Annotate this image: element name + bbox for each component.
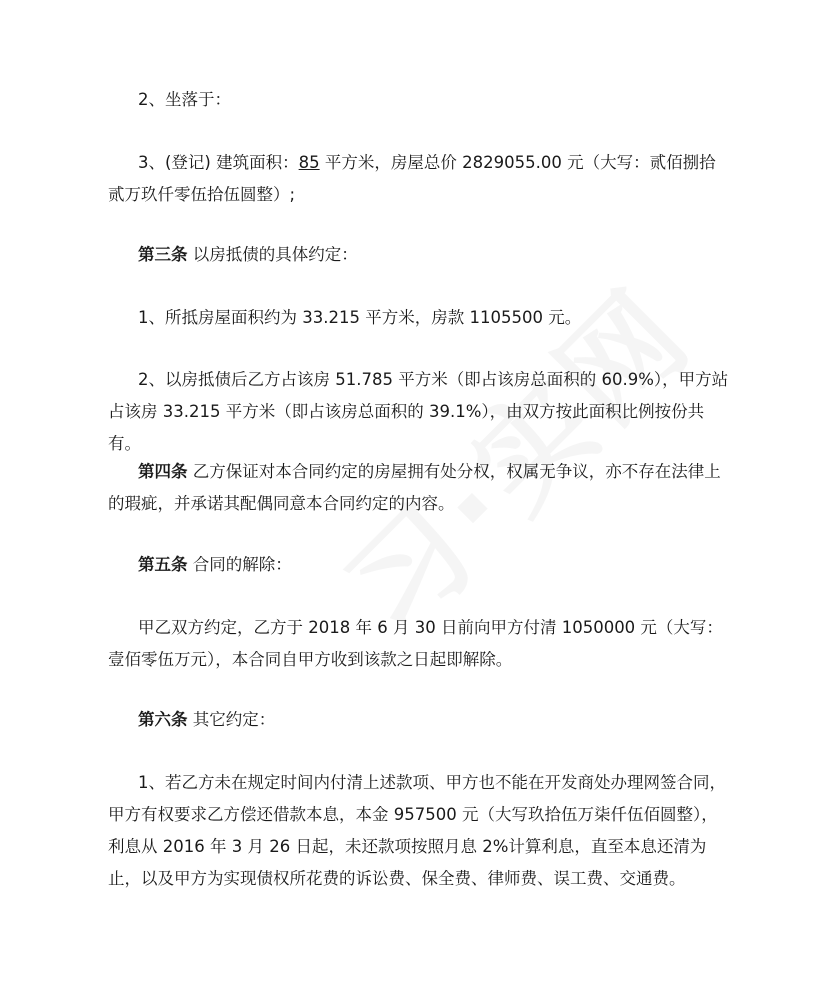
article-3-heading (108, 239, 730, 271)
clause-mortgaged-area: 1、所抵房屋面积约为 33.215 平方米，房款 1105500 元。 (138, 308, 582, 327)
clause-termination: 甲乙双方约定，乙方于 2018 年 6 月 30 日前向甲方付清 1050000 元（大写：壹佰零伍万元），本合同自甲方收到该款之日起即解除。 (108, 618, 723, 669)
article-6-title: 第六条 (138, 710, 188, 729)
area-suffix: 平方米，房屋总价 2829055.00 元（大写：贰佰捌拾贰万玖仟零伍拾伍圆整）; (108, 153, 716, 204)
area-prefix: 3、(登记) 建筑面积： (138, 153, 299, 172)
clause-location: 2、坐落于： (138, 90, 231, 109)
article-6-text: 其它约定： (192, 710, 276, 729)
clause-default-repayment: 1、若乙方未在规定时间内付清上述款项、甲方也不能在开发商处办理网签合同，甲方有权要求乙方偿还借款本息，本金 957500 元（大写玖拾伍万柒仟伍佰圆整），利息从 2016 年 3 月 26 日起，未还款项按照月息 2%计算利息，直至本息还清为止，以及甲方为实现债权所花费的诉讼费、保全费、律师费、误工费、交通费。 (108, 773, 726, 888)
article-5-text: 合同的解除： (192, 555, 292, 574)
article-4-text: 乙方保证对本合同约定的房屋拥有处分权，权属无争议，亦不存在法律上的瑕疵，并承诺其配偶同意本合同约定的内容。 (108, 462, 721, 513)
article-3-title: 第三条 (138, 245, 188, 264)
article-5-title: 第五条 (138, 555, 188, 574)
clause-area-price (108, 147, 730, 211)
article-5-heading (108, 549, 730, 581)
clause-ownership-share: 2、以房抵债后乙方占该房 51.785 平方米（即占该房总面积的 60.9%），甲方站占该房 33.215 平方米（即占该房总面积的 39.1%），由双方按此面积比例按份共有。 (108, 370, 729, 453)
area-value: 85 (298, 153, 320, 172)
article-3-text: 以房抵债的具体约定： (192, 245, 358, 264)
article-4-title: 第四条 (138, 462, 188, 481)
article-6-heading (108, 704, 730, 736)
article-4 (108, 456, 730, 520)
